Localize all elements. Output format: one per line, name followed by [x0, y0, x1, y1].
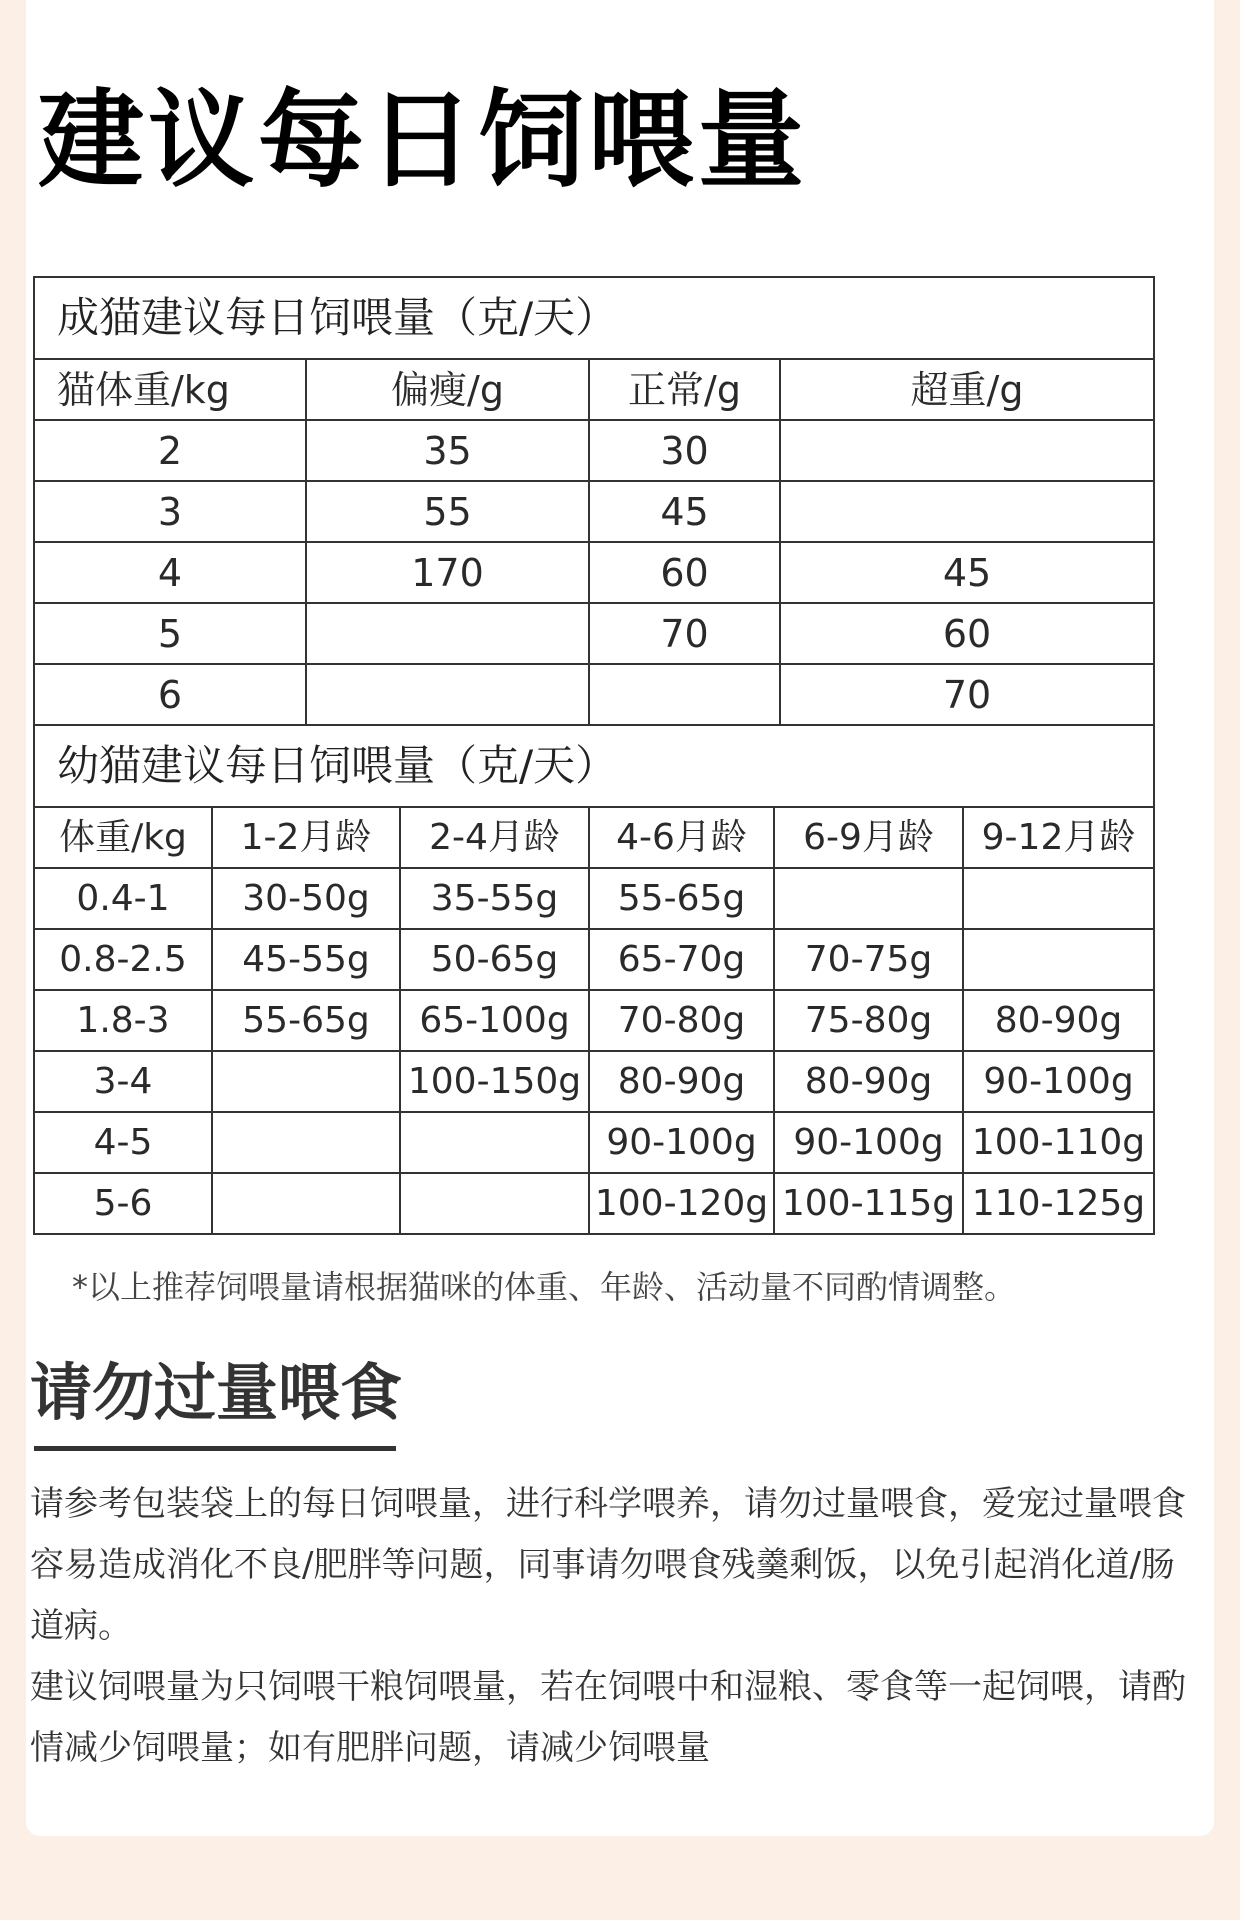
- title-underline: [34, 1446, 396, 1451]
- adult-weight-cell: 3: [34, 481, 306, 542]
- kitten-amount-cell: [963, 929, 1154, 990]
- kitten-amount-cell: [212, 1173, 400, 1234]
- description-paragraph: 建议饲喂量为只饲喂干粮饲喂量，若在饲喂中和湿粮、零食等一起饲喂，请酌情减少饲喂量；如有肥胖问题，请减少饲喂量: [30, 1667, 1186, 1768]
- adult-overweight-cell: 45: [780, 542, 1154, 603]
- kitten-header-age: 6-9月龄: [774, 807, 963, 868]
- adult-thin-cell: [306, 603, 589, 664]
- adult-row: [34, 603, 1154, 664]
- adult-weight-cell: 4: [34, 542, 306, 603]
- adult-row: [34, 542, 1154, 603]
- kitten-amount-cell: 110-125g: [963, 1173, 1154, 1234]
- adult-header-row: [34, 359, 1154, 420]
- adult-row: [34, 664, 1154, 725]
- description: [30, 1474, 1200, 1779]
- kitten-amount-cell: [963, 868, 1154, 929]
- kitten-amount-cell: 75-80g: [774, 990, 963, 1051]
- kitten-amount-cell: 80-90g: [963, 990, 1154, 1051]
- adult-header-weight: 猫体重/kg: [34, 359, 306, 420]
- kitten-amount-cell: 100-110g: [963, 1112, 1154, 1173]
- kitten-amount-cell: 90-100g: [963, 1051, 1154, 1112]
- kitten-header-age: 1-2月龄: [212, 807, 400, 868]
- adult-thin-cell: [306, 664, 589, 725]
- feeding-table: [33, 276, 1155, 1235]
- adult-normal-cell: 70: [589, 603, 780, 664]
- kitten-amount-cell: 45-55g: [212, 929, 400, 990]
- adult-row: [34, 481, 1154, 542]
- kitten-amount-cell: 30-50g: [212, 868, 400, 929]
- kitten-amount-cell: 65-70g: [589, 929, 774, 990]
- footnote: *以上推荐饲喂量请根据猫咪的体重、年龄、活动量不同酌情调整。: [72, 1268, 1017, 1306]
- kitten-header-age: 9-12月龄: [963, 807, 1154, 868]
- kitten-amount-cell: 100-115g: [774, 1173, 963, 1234]
- kitten-header-weight: 体重/kg: [34, 807, 212, 868]
- kitten-header-age: 2-4月龄: [400, 807, 589, 868]
- kitten-amount-cell: [212, 1112, 400, 1173]
- kitten-row: [34, 1173, 1154, 1234]
- kitten-weight-cell: 4-5: [34, 1112, 212, 1173]
- kitten-weight-cell: 1.8-3: [34, 990, 212, 1051]
- adult-thin-cell: 35: [306, 420, 589, 481]
- kitten-header-age: 4-6月龄: [589, 807, 774, 868]
- kitten-amount-cell: 70-80g: [589, 990, 774, 1051]
- adult-title-row: [34, 277, 1154, 359]
- kitten-amount-cell: 80-90g: [589, 1051, 774, 1112]
- kitten-table-title: 幼猫建议每日饲喂量（克/天）: [34, 725, 1154, 807]
- kitten-amount-cell: 100-120g: [589, 1173, 774, 1234]
- kitten-row: [34, 1051, 1154, 1112]
- adult-weight-cell: 6: [34, 664, 306, 725]
- kitten-weight-cell: 3-4: [34, 1051, 212, 1112]
- kitten-title-row: [34, 725, 1154, 807]
- adult-header-overweight: 超重/g: [780, 359, 1154, 420]
- adult-overweight-cell: [780, 481, 1154, 542]
- kitten-amount-cell: 100-150g: [400, 1051, 589, 1112]
- adult-weight-cell: 5: [34, 603, 306, 664]
- kitten-amount-cell: 70-75g: [774, 929, 963, 990]
- kitten-amount-cell: 50-65g: [400, 929, 589, 990]
- kitten-amount-cell: 80-90g: [774, 1051, 963, 1112]
- kitten-amount-cell: 90-100g: [774, 1112, 963, 1173]
- adult-normal-cell: 30: [589, 420, 780, 481]
- kitten-amount-cell: 35-55g: [400, 868, 589, 929]
- kitten-amount-cell: [400, 1173, 589, 1234]
- kitten-weight-cell: 0.8-2.5: [34, 929, 212, 990]
- kitten-amount-cell: 65-100g: [400, 990, 589, 1051]
- adult-row: [34, 420, 1154, 481]
- kitten-amount-cell: [212, 1051, 400, 1112]
- kitten-amount-cell: [400, 1112, 589, 1173]
- kitten-row: [34, 929, 1154, 990]
- kitten-amount-cell: 55-65g: [589, 868, 774, 929]
- kitten-header-row: [34, 807, 1154, 868]
- kitten-row: [34, 990, 1154, 1051]
- kitten-weight-cell: 0.4-1: [34, 868, 212, 929]
- adult-normal-cell: 60: [589, 542, 780, 603]
- kitten-amount-cell: 90-100g: [589, 1112, 774, 1173]
- adult-normal-cell: [589, 664, 780, 725]
- adult-weight-cell: 2: [34, 420, 306, 481]
- page-title: 建议每日饲喂量: [38, 79, 808, 202]
- adult-overweight-cell: 60: [780, 603, 1154, 664]
- description-paragraph: 请参考包装袋上的每日饲喂量，进行科学喂养，请勿过量喂食，爱宠过量喂食容易造成消化不良/肥胖等问题，同事请勿喂食残羹剩饭，以免引起消化道/肠道病。: [30, 1484, 1186, 1646]
- adult-normal-cell: 45: [589, 481, 780, 542]
- adult-header-thin: 偏瘦/g: [306, 359, 589, 420]
- adult-overweight-cell: [780, 420, 1154, 481]
- adult-table-title: 成猫建议每日饲喂量（克/天）: [34, 277, 1154, 359]
- adult-header-normal: 正常/g: [589, 359, 780, 420]
- adult-thin-cell: 55: [306, 481, 589, 542]
- adult-overweight-cell: 70: [780, 664, 1154, 725]
- kitten-amount-cell: [774, 868, 963, 929]
- kitten-row: [34, 868, 1154, 929]
- section-title: 请勿过量喂食: [30, 1356, 403, 1429]
- kitten-weight-cell: 5-6: [34, 1173, 212, 1234]
- kitten-amount-cell: 55-65g: [212, 990, 400, 1051]
- kitten-row: [34, 1112, 1154, 1173]
- adult-thin-cell: 170: [306, 542, 589, 603]
